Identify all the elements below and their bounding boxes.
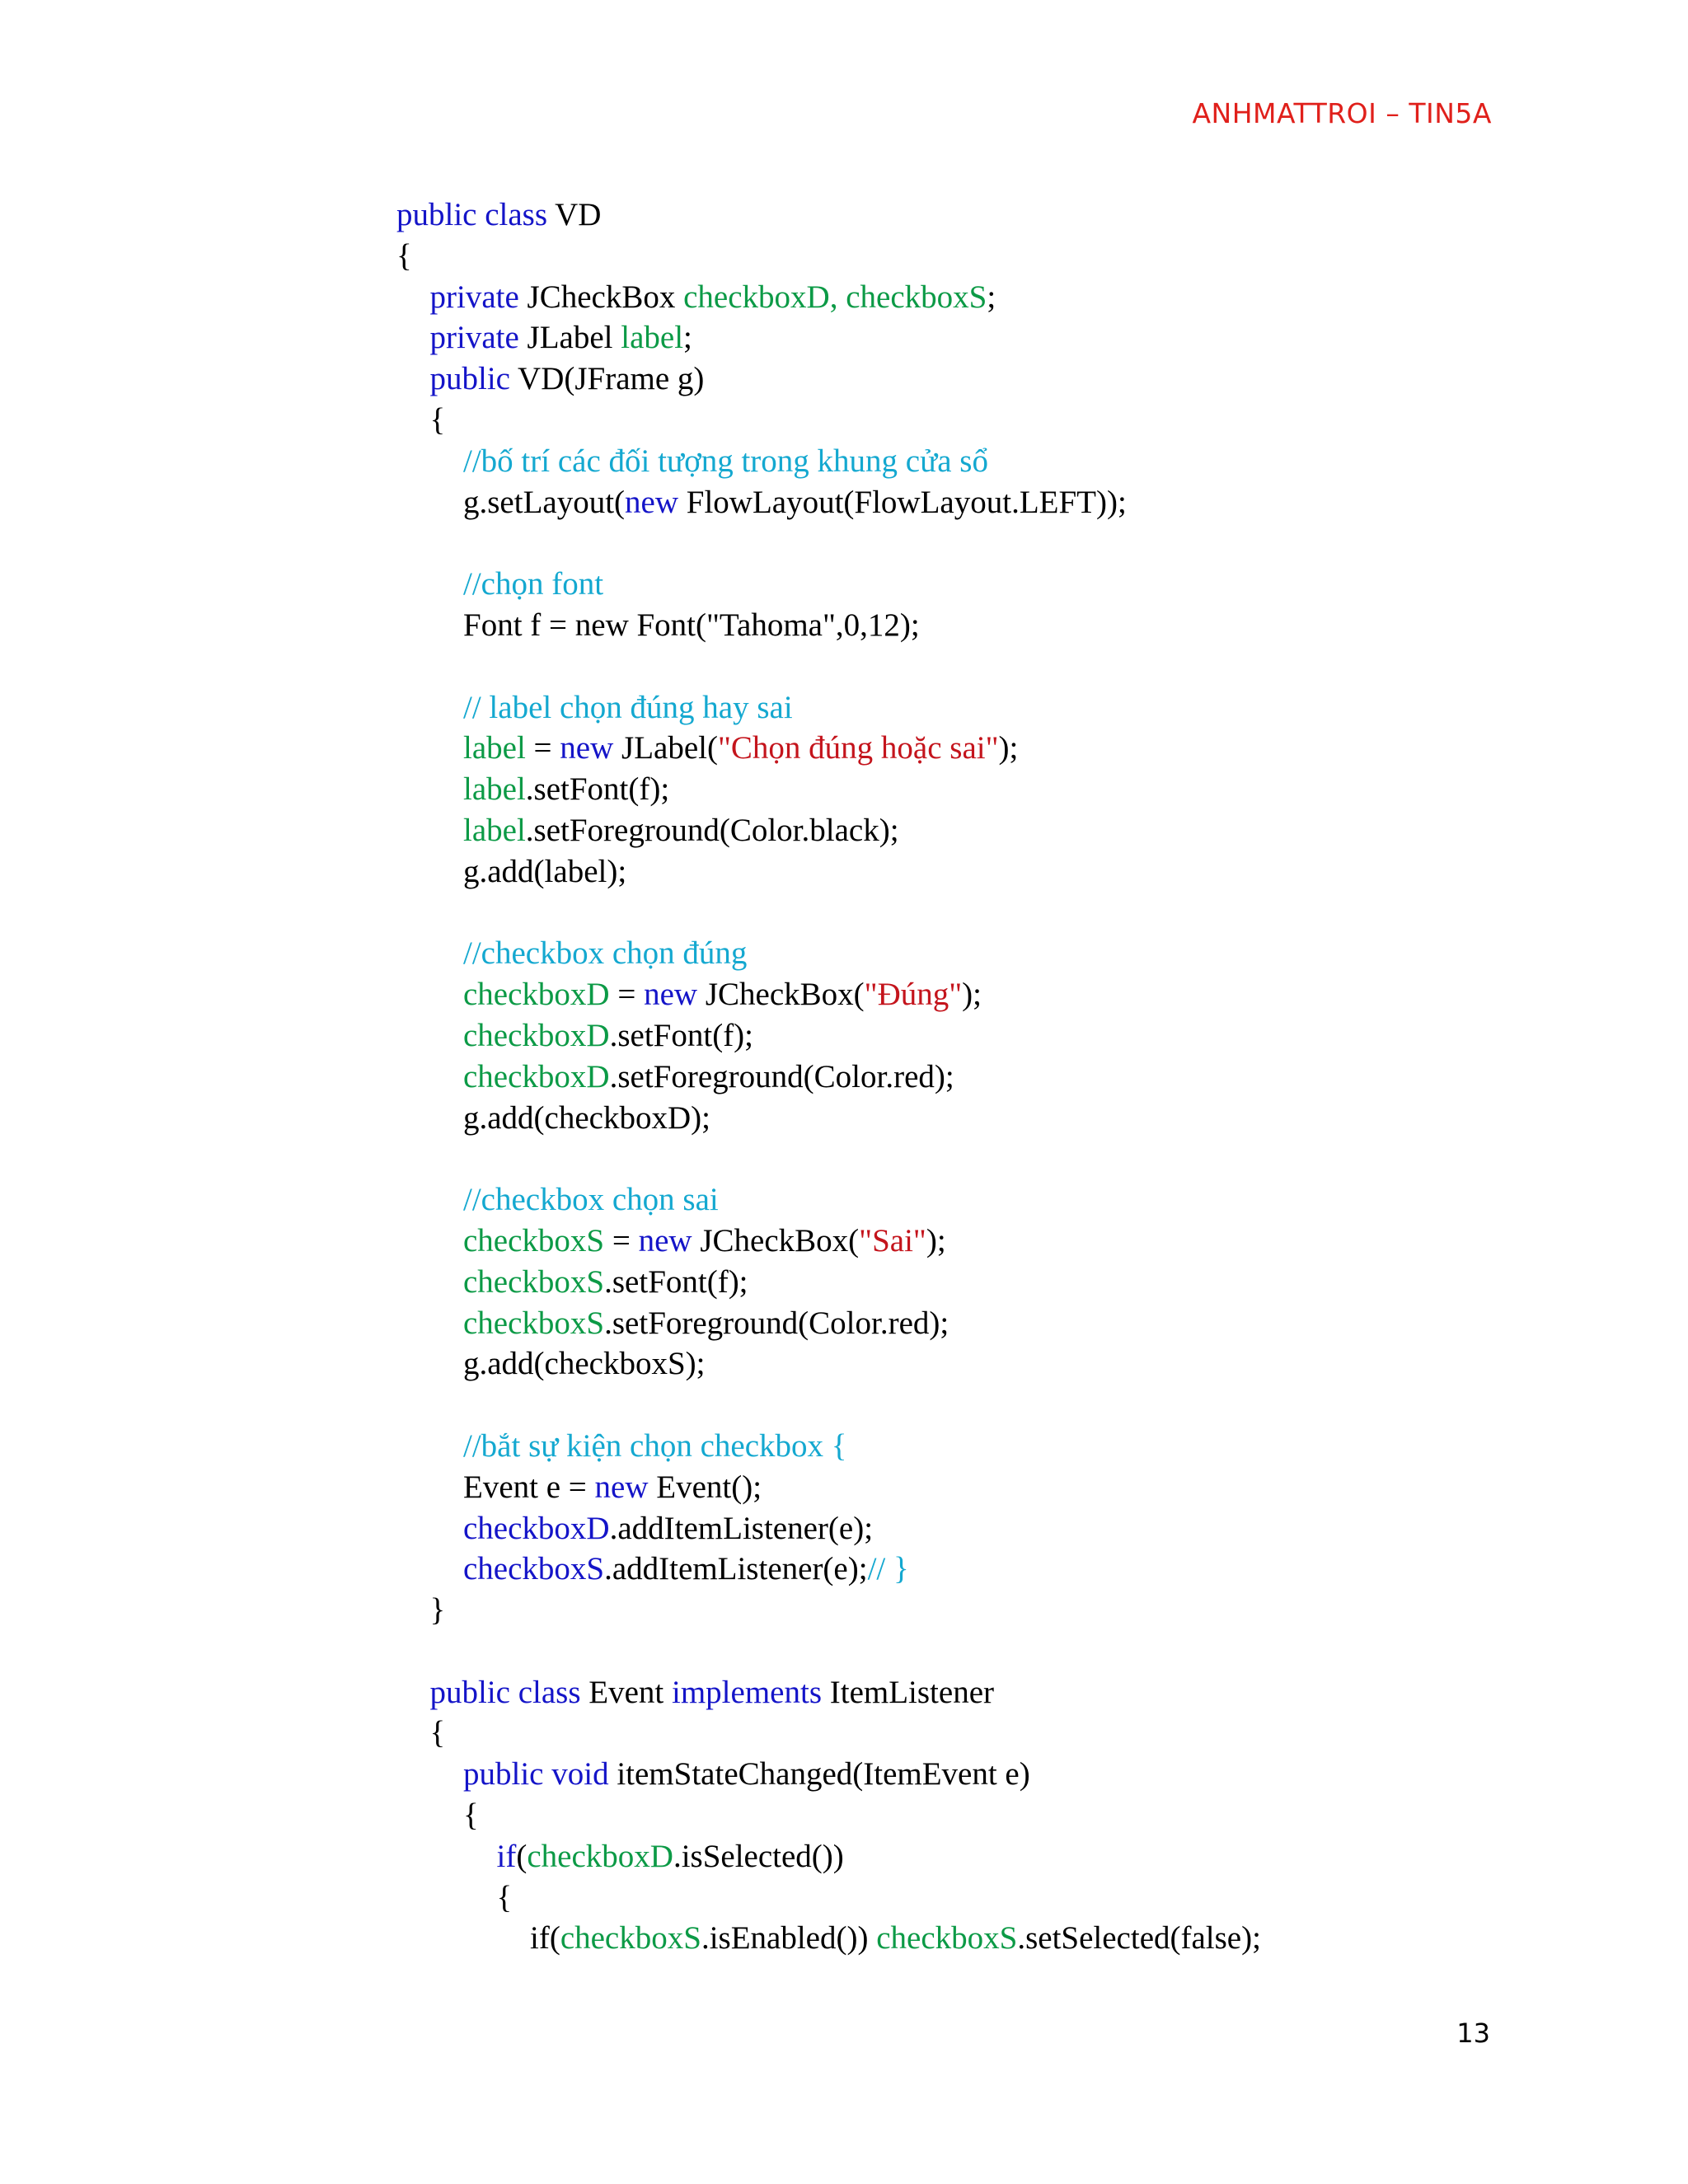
code-block [0, 194, 1688, 1959]
code-line-text [430, 359, 705, 400]
code-token: checkboxD [463, 977, 610, 1013]
blank-code-line [0, 1385, 1688, 1426]
code-token: if [496, 1838, 517, 1874]
code-line [0, 1262, 1688, 1303]
code-line [0, 564, 1688, 605]
code-line-text [463, 1098, 710, 1139]
code-line-text [463, 810, 899, 851]
code-line [0, 400, 1688, 441]
code-token: .addItemListener(e); [604, 1551, 868, 1587]
code-token: ); [962, 977, 982, 1013]
code-line [0, 687, 1688, 729]
code-token: .isSelected()) [673, 1838, 844, 1874]
code-token: checkboxS [463, 1263, 605, 1300]
code-line-text [396, 194, 601, 236]
code-token: .setForeground(Color.black); [525, 812, 899, 848]
code-token: implements [672, 1674, 830, 1710]
code-token: g.add(checkboxD); [463, 1099, 710, 1136]
code-token: public void [463, 1756, 617, 1793]
code-token: = [525, 730, 560, 766]
code-token: checkboxS [463, 1305, 605, 1341]
code-token: ; [683, 320, 692, 356]
code-token: .setFont(f); [609, 1017, 754, 1053]
code-token: .setFont(f); [525, 771, 670, 808]
code-line [0, 974, 1688, 1015]
code-line [0, 605, 1688, 646]
code-line [0, 1672, 1688, 1713]
blank-code-line [0, 1138, 1688, 1179]
code-line-text [463, 1179, 719, 1221]
code-line-text [463, 728, 1018, 769]
code-token: = [609, 977, 645, 1013]
blank-code-line [0, 1631, 1688, 1672]
code-line [0, 359, 1688, 400]
code-token: VD(JFrame g) [518, 361, 705, 397]
code-line [0, 1015, 1688, 1057]
code-token: // label chọn đúng hay sai [463, 689, 793, 725]
code-line [0, 441, 1688, 482]
code-line-text [463, 1303, 949, 1344]
code-token: if( [530, 1920, 560, 1957]
code-line-text [430, 1713, 446, 1754]
code-line-text [463, 1795, 479, 1836]
code-token: public [429, 361, 518, 397]
code-line [0, 1508, 1688, 1549]
blank-code-line [0, 646, 1688, 687]
code-line-text [497, 1836, 844, 1877]
code-token: new [560, 730, 622, 766]
code-token: JCheckBox [527, 279, 684, 315]
code-token: new [594, 1469, 657, 1505]
code-line [0, 1795, 1688, 1836]
code-token: ); [926, 1222, 946, 1258]
code-token: .setSelected(false); [1017, 1920, 1261, 1957]
code-line-text [463, 1343, 706, 1385]
code-token: label [463, 730, 526, 766]
code-token: JLabel [527, 320, 621, 356]
code-line-text [530, 1918, 1261, 1959]
code-line [0, 1343, 1688, 1385]
code-token: g.add(label); [463, 853, 627, 889]
code-token: Event(); [656, 1469, 762, 1505]
code-token: checkboxS [463, 1551, 605, 1587]
code-line [0, 1057, 1688, 1098]
code-line [0, 1754, 1688, 1795]
code-token: VD [555, 197, 602, 232]
code-token: JCheckBox( [705, 977, 865, 1013]
code-line [0, 1877, 1688, 1919]
code-token: "Chọn đúng hoặc sai" [717, 730, 999, 766]
code-token: ; [987, 279, 996, 315]
code-line [0, 728, 1688, 769]
code-token: label [463, 812, 526, 848]
code-line-text [463, 1221, 946, 1262]
code-line-text [463, 1754, 1030, 1795]
code-line-text [497, 1877, 513, 1919]
page-header: ANHMATTROI – TIN5A [1192, 97, 1492, 129]
code-token: itemStateChanged(ItemEvent e) [617, 1756, 1030, 1793]
code-token: private [429, 320, 528, 356]
code-token: JCheckBox( [700, 1222, 860, 1258]
code-line [0, 1179, 1688, 1221]
code-line-text [430, 317, 692, 359]
code-token: g.setLayout( [463, 484, 626, 520]
code-token: // } [867, 1551, 909, 1587]
code-line-text [463, 1426, 847, 1467]
code-token: checkboxD [463, 1058, 610, 1094]
code-token: .setFont(f); [604, 1263, 748, 1300]
code-line [0, 1467, 1688, 1508]
code-token: { [496, 1879, 513, 1915]
code-token: checkboxS [876, 1920, 1018, 1957]
code-line-text [396, 236, 412, 277]
code-line-text [463, 974, 982, 1015]
code-line-text [463, 1262, 748, 1303]
code-line-text [463, 605, 920, 646]
code-token: label [463, 771, 526, 808]
code-line [0, 1221, 1688, 1262]
code-token: checkboxD [463, 1510, 610, 1546]
code-token: checkboxD [527, 1838, 673, 1874]
code-token: Event [588, 1674, 673, 1710]
code-token: private [429, 279, 528, 315]
code-line-text [463, 441, 988, 482]
blank-code-line [0, 893, 1688, 934]
code-token: //bắt sự kiện chọn checkbox { [463, 1427, 847, 1464]
code-line [0, 933, 1688, 974]
code-token: } [429, 1592, 446, 1629]
code-line [0, 482, 1688, 523]
code-line [0, 277, 1688, 318]
code-line [0, 851, 1688, 893]
code-token: public class [396, 197, 556, 232]
code-token: { [429, 401, 446, 438]
code-line-text [463, 851, 626, 893]
code-line-text [430, 277, 996, 318]
code-token: Font f = new Font("Tahoma",0,12); [463, 607, 920, 643]
code-token: .addItemListener(e); [609, 1510, 874, 1546]
code-token: checkboxS [560, 1920, 701, 1957]
code-token: { [429, 1715, 446, 1751]
code-token: //bố trí các đối tượng trong khung cửa sổ [463, 443, 988, 479]
code-token: ( [516, 1838, 528, 1874]
code-token: //checkbox chọn đúng [463, 935, 748, 972]
code-token: //chọn font [463, 566, 604, 602]
code-token: new [638, 1222, 701, 1258]
code-token: .setForeground(Color.red); [604, 1305, 950, 1341]
code-line [0, 1590, 1688, 1631]
code-line [0, 1098, 1688, 1139]
code-line-text [430, 1590, 446, 1631]
code-line [0, 810, 1688, 851]
code-token: JLabel( [621, 730, 718, 766]
code-token: new [644, 977, 706, 1013]
blank-code-line [0, 523, 1688, 564]
code-line [0, 236, 1688, 277]
code-token: "Sai" [859, 1222, 926, 1258]
code-line-text [463, 933, 747, 974]
page-number: 13 [1456, 2018, 1490, 2049]
code-token: = [604, 1222, 639, 1258]
code-token: FlowLayout(FlowLayout.LEFT)); [686, 484, 1127, 520]
code-token: checkboxD [463, 1017, 610, 1053]
code-line [0, 194, 1688, 236]
code-line-text [463, 564, 603, 605]
code-line-text [463, 1057, 954, 1098]
code-token: { [463, 1797, 479, 1834]
code-token: g.add(checkboxS); [463, 1346, 706, 1382]
code-line [0, 769, 1688, 810]
code-token: .setForeground(Color.red); [609, 1058, 954, 1094]
code-token: ); [998, 730, 1019, 766]
code-token: public class [429, 1674, 589, 1710]
code-line [0, 1836, 1688, 1877]
code-line-text [463, 1015, 753, 1057]
code-line [0, 1918, 1688, 1959]
code-token: checkboxS [463, 1222, 605, 1258]
code-token: { [396, 237, 412, 274]
code-token: .isEnabled()) [701, 1920, 877, 1957]
code-line [0, 1426, 1688, 1467]
code-token: //checkbox chọn sai [463, 1182, 719, 1218]
code-token: ItemListener [829, 1674, 994, 1710]
code-line-text [463, 769, 669, 810]
code-line-text [463, 482, 1127, 523]
code-line-text [430, 1672, 995, 1713]
code-line [0, 1549, 1688, 1590]
code-token: checkboxD, checkboxS [683, 279, 987, 315]
code-token: "Đúng" [864, 977, 963, 1013]
code-line-text [463, 1508, 873, 1549]
code-line [0, 1713, 1688, 1754]
code-token: new [625, 484, 687, 520]
code-token: Event e = [463, 1469, 595, 1505]
code-token: label [621, 320, 684, 356]
code-line [0, 1303, 1688, 1344]
code-line-text [463, 1467, 762, 1508]
code-line [0, 317, 1688, 359]
code-line-text [463, 1549, 909, 1590]
code-line-text [430, 400, 446, 441]
code-line-text [463, 687, 793, 729]
